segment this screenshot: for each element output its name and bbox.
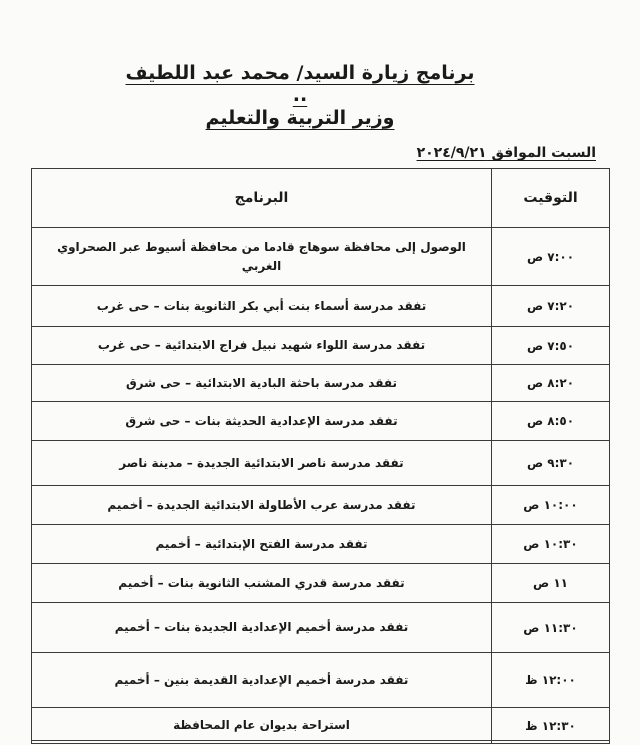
- row-time: ٨:٥٠ ص: [492, 402, 610, 441]
- row-time: ١٢:٠٠ ظ: [492, 653, 610, 708]
- row-program: استراحة بديوان عام المحافظة: [32, 708, 492, 744]
- row-program: تفقد مدرسة الإعدادية الحديثة بنات – حى شرق: [32, 402, 492, 441]
- row-time: ١٠:٣٠ ص: [492, 525, 610, 564]
- row-program: تفقد مدرسة ناصر الابتدائية الجديدة – مدينة ناصر: [32, 441, 492, 486]
- row-program: تفقد مدرسة الفتح الإبتدائية – أخميم: [32, 525, 492, 564]
- row-program: تفقد مدرسة باحثة البادية الابتدائية – حى شرق: [32, 365, 492, 402]
- table-row: [32, 486, 610, 525]
- table-row: [32, 365, 610, 402]
- row-time: ١٠:٠٠ ص: [492, 486, 610, 525]
- header-program: البرنامج: [32, 169, 492, 228]
- row-program: تفقد مدرسة أخميم الإعدادية الجديدة بنات – أخميم: [32, 603, 492, 653]
- table-row: [32, 441, 610, 486]
- table-row: [32, 402, 610, 441]
- row-time: ٧:٠٠ ص: [492, 228, 610, 286]
- table-row: [32, 228, 610, 286]
- row-program: تفقد مدرسة أخميم الإعدادية القديمة بنين – أخميم: [32, 653, 492, 708]
- schedule-table: [31, 168, 610, 744]
- row-time: ١١ ص: [492, 564, 610, 603]
- table-header-row: [32, 169, 610, 228]
- table-row: [32, 653, 610, 708]
- row-time: ٧:٢٠ ص: [492, 286, 610, 327]
- row-program: الوصول إلى محافظة سوهاج قادما من محافظة أسيوط عبر الصحراوي الغربي: [32, 228, 492, 286]
- table-row: [32, 708, 610, 744]
- row-time: ٧:٥٠ ص: [492, 327, 610, 365]
- visit-program-title: برنامج زيارة السيد/ محمد عبد اللطيف ..: [125, 62, 475, 106]
- row-program: تفقد مدرسة قدري المشنب الثانوية بنات – أخميم: [32, 564, 492, 603]
- table-row: [32, 327, 610, 365]
- row-program: تفقد مدرسة اللواء شهيد نبيل فراج الابتدائية – حى غرب: [32, 327, 492, 365]
- table-row: [32, 564, 610, 603]
- table-bottom-edge: [31, 740, 609, 741]
- date-line: السبت الموافق ٢٠٢٤/٩/٢١: [416, 145, 596, 161]
- table-row: [32, 603, 610, 653]
- header-time: التوقيت: [492, 169, 610, 228]
- row-program: تفقد مدرسة أسماء بنت أبي بكر الثانوية بنات – حى غرب: [32, 286, 492, 327]
- minister-title: وزير التربية والتعليم: [205, 107, 395, 129]
- row-time: ٨:٢٠ ص: [492, 365, 610, 402]
- row-time: ١٢:٣٠ ظ: [492, 708, 610, 744]
- table-row: [32, 525, 610, 564]
- row-time: ١١:٣٠ ص: [492, 603, 610, 653]
- row-time: ٩:٣٠ ص: [492, 441, 610, 486]
- table-row: [32, 286, 610, 327]
- row-program: تفقد مدرسة عرب الأطاولة الابتدائية الجديدة – أخميم: [32, 486, 492, 525]
